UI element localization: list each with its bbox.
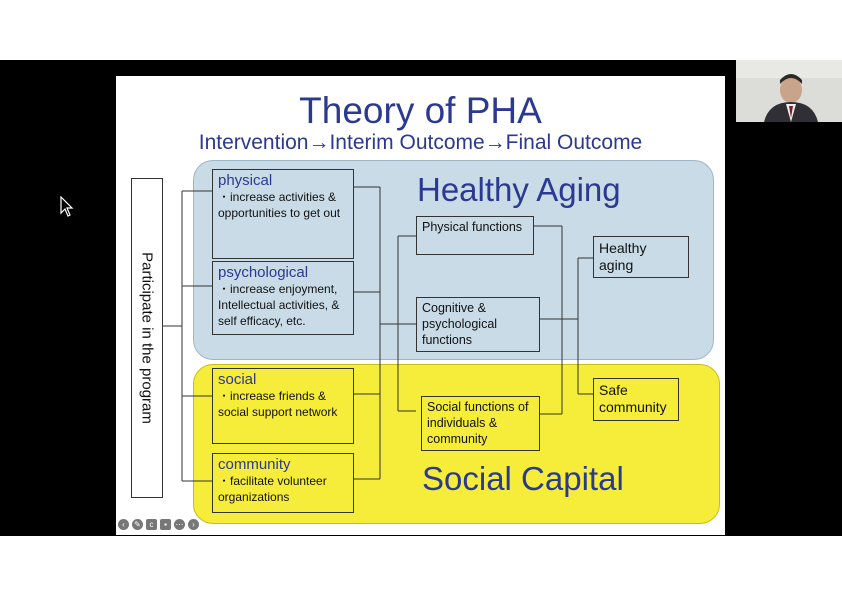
presenter-video-icon — [736, 60, 842, 122]
back-icon[interactable]: ‹ — [118, 519, 129, 530]
intervention-heading: community — [218, 456, 291, 473]
intervention-heading: social — [218, 371, 257, 388]
participate-program-box — [131, 178, 163, 498]
intervention-detail: ・increase enjoyment, Intellectual activities, & self efficacy, etc. — [218, 282, 340, 328]
slide-title: Theory of PHA — [299, 90, 542, 131]
intervention-heading: physical — [218, 172, 273, 189]
interim-physical-functions: Physical functions — [416, 216, 534, 255]
intervention-heading: psychological — [218, 264, 309, 281]
participate-label: Participate in the program — [138, 252, 156, 424]
final-safe-community: Safe community — [593, 378, 679, 421]
presenter-webcam — [736, 60, 842, 122]
intervention-social-box — [212, 368, 354, 444]
interim-social-functions: Social functions of individuals & community — [421, 396, 540, 451]
final-healthy-aging: Healthy aging — [593, 236, 689, 278]
intervention-community-box — [212, 453, 354, 513]
slide-subtitle: Intervention→Interim Outcome→Final Outcome — [198, 131, 643, 154]
player-controls — [118, 517, 199, 531]
camera-off-icon[interactable]: ▪ — [160, 519, 171, 530]
interim-cognitive-functions: Cognitive & psychological functions — [416, 297, 540, 352]
pen-icon[interactable]: ✎ — [132, 519, 143, 530]
intervention-physical-box — [212, 169, 354, 259]
mouse-cursor-icon — [60, 196, 74, 223]
slide — [116, 76, 725, 535]
intervention-detail: ・facilitate volunteer organizations — [218, 474, 327, 504]
captions-icon[interactable]: c — [146, 519, 157, 530]
forward-icon[interactable]: › — [188, 519, 199, 530]
intervention-detail: ・increase activities & opportunities to get out — [218, 190, 341, 220]
social-capital-label: Social Capital — [422, 460, 624, 497]
intervention-detail: ・increase friends & social support network — [218, 389, 338, 419]
healthy-aging-label: Healthy Aging — [417, 171, 621, 208]
intervention-psychological-box — [212, 261, 354, 335]
more-icon[interactable]: ⋯ — [175, 519, 184, 529]
